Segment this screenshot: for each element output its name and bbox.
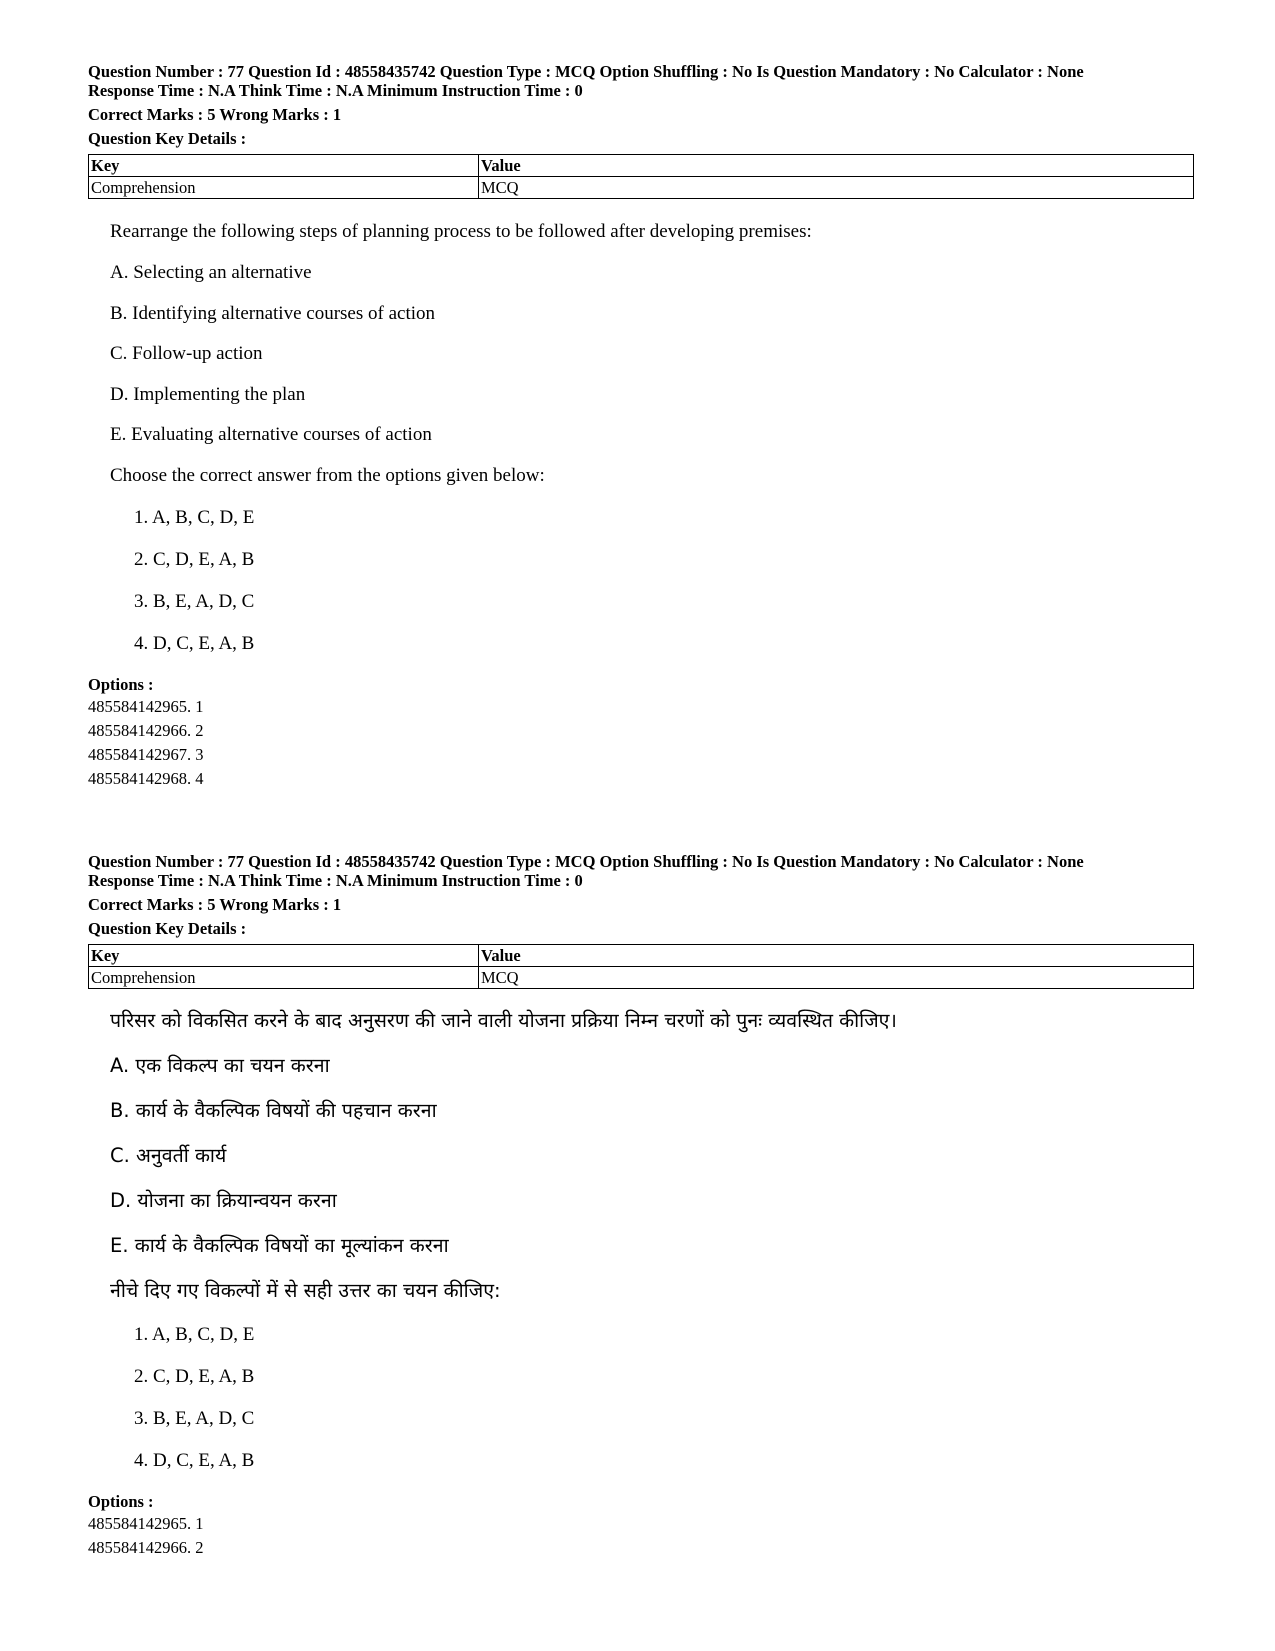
option-id-line: 485584142965. 1 [88,697,204,716]
statement-item: E. कार्य के वैकल्पिक विषयों का मूल्यांकन करना [110,1234,449,1257]
question-instruction: नीचे दिए गए विकल्पों में से सही उत्तर का चयन कीजिए: [110,1279,501,1302]
question-instruction: Choose the correct answer from the options given below: [110,465,545,486]
option-id-line: 485584142966. 2 [88,1538,204,1557]
key-table-header-row [89,945,1194,967]
question-stem: Rearrange the following steps of planning process to be followed after developing premises: [110,221,812,242]
statement-item: B. कार्य के वैकल्पिक विषयों की पहचान करना [110,1099,437,1122]
option-id-line: 485584142968. 4 [88,769,204,788]
options-label: Options : [88,1492,154,1511]
answer-choice: 2. C, D, E, A, B [134,1366,255,1387]
answer-choice: 2. C, D, E, A, B [134,549,255,570]
key-table-header-value: Value [479,155,1194,177]
statement-item: C. अनुवर्ती कार्य [110,1144,227,1167]
option-id-line: 485584142966. 2 [88,721,204,740]
question-meta-line: Question Number : 77 Question Id : 48558435742 Question Type : MCQ Option Shuffling : No Is Question Mandatory : No Calculator : None [88,852,1084,871]
question-key-table [88,944,1194,989]
question-body [110,221,1194,655]
question-key-table [88,154,1194,199]
statement-item: A. Selecting an alternative [110,262,312,283]
question-key-details-label: Question Key Details : [88,129,247,148]
option-id-line: 485584142965. 1 [88,1514,204,1533]
key-table-row [89,177,1194,199]
statement-item: B. Identifying alternative courses of action [110,303,436,324]
question-body [110,1009,1194,1472]
statement-item: E. Evaluating alternative courses of action [110,424,432,445]
key-table-cell-key: Comprehension [89,967,479,989]
key-table-row [89,967,1194,989]
key-table-header-row [89,155,1194,177]
answer-choice: 4. D, C, E, A, B [134,1450,255,1471]
answer-choice: 4. D, C, E, A, B [134,633,255,654]
question-marks-line: Correct Marks : 5 Wrong Marks : 1 [88,105,342,124]
options-label: Options : [88,675,154,694]
answer-choice: 3. B, E, A, D, C [134,591,255,612]
question-timing-line: Response Time : N.A Think Time : N.A Minimum Instruction Time : 0 [88,81,583,100]
answer-choice: 3. B, E, A, D, C [134,1408,255,1429]
question-marks-line: Correct Marks : 5 Wrong Marks : 1 [88,895,342,914]
key-table-header-key: Key [89,155,479,177]
question-timing-line: Response Time : N.A Think Time : N.A Minimum Instruction Time : 0 [88,871,583,890]
statement-item: A. एक विकल्प का चयन करना [110,1054,330,1077]
key-table-header-key: Key [89,945,479,967]
answer-choice: 1. A, B, C, D, E [134,1324,255,1345]
statement-item: D. Implementing the plan [110,384,306,405]
statement-item: C. Follow-up action [110,343,263,364]
statement-item: D. योजना का क्रियान्वयन करना [110,1189,337,1212]
question-block-english [88,62,1194,791]
question-stem: परिसर को विकसित करने के बाद अनुसरण की जाने वाली योजना प्रक्रिया निम्न चरणों को पुनः व्यवस्थित कीजिए। [110,1009,897,1032]
question-key-details-label: Question Key Details : [88,919,247,938]
key-table-cell-value: MCQ [479,177,1194,199]
answer-choice: 1. A, B, C, D, E [134,507,255,528]
question-block-hindi [88,852,1194,1560]
key-table-cell-value: MCQ [479,967,1194,989]
question-meta-line: Question Number : 77 Question Id : 48558435742 Question Type : MCQ Option Shuffling : No Is Question Mandatory : No Calculator : None [88,62,1084,81]
option-id-line: 485584142967. 3 [88,745,204,764]
key-table-cell-key: Comprehension [89,177,479,199]
key-table-header-value: Value [479,945,1194,967]
